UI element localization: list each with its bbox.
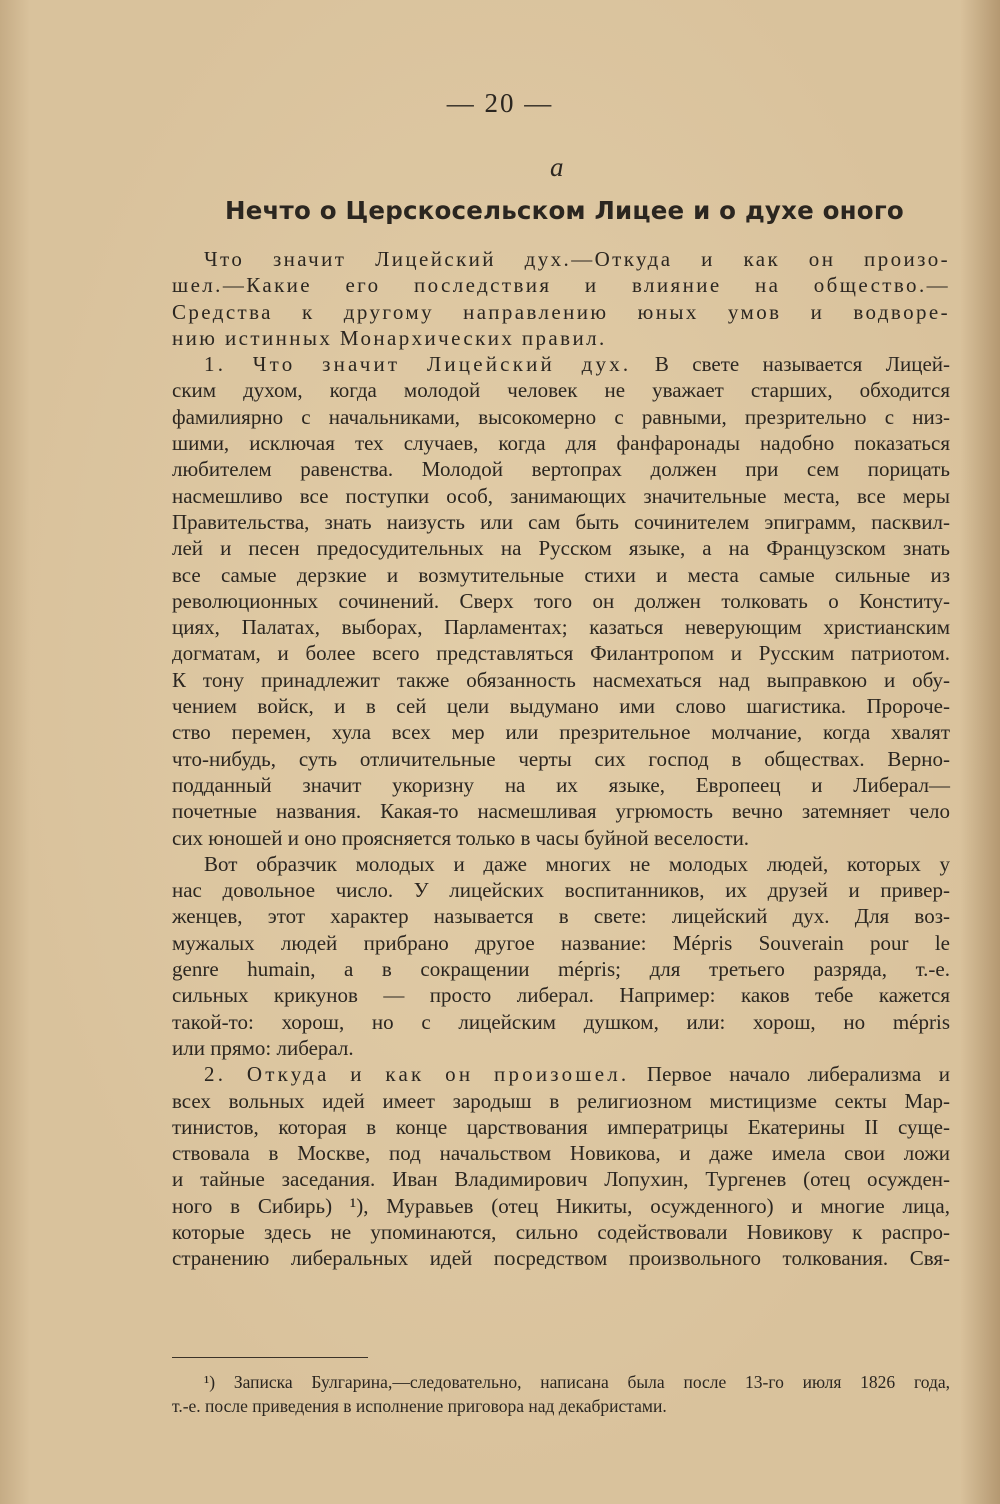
paragraph-line: Вот образчик молодых и даже многих не молодых людей, которых у (204, 851, 950, 876)
paragraph-line: женцев, этот характер называется в свете: лицейский дух. Для воз- (172, 904, 950, 929)
paragraph-2 (172, 851, 950, 1061)
paragraph-line: революционных сочинений. Сверх того он должен толковать о Конститу- (172, 588, 950, 613)
paragraph-line: и тайные заседания. Иван Владимирович Лопухин, Тургенев (отец осужден- (172, 1167, 950, 1192)
paragraph-line: мужалых людей прибрано другое название: Mépris Souverain pour le (172, 930, 950, 955)
chapter-title: Нечто о Церскосельском Лицее и о духе оного (225, 196, 904, 225)
footnote (172, 1370, 950, 1418)
chapter-summary (172, 246, 950, 351)
summary-line: Что значит Лицейский дух.—Откуда и как он произо- (204, 247, 950, 271)
paragraph-line: циях, Палатах, выборах, Парламентах; казаться неверующим христианским (172, 615, 950, 640)
paragraph-line: догматам, и более всего представляться Филантропом и Русским патриотом. (172, 641, 950, 666)
paragraph-3 (172, 1061, 950, 1271)
paragraph-line (172, 1061, 950, 1087)
paragraph-line: всех вольных идей имеет зародыш в религиозном мистицизме секты Мар- (172, 1088, 950, 1113)
paragraph-line: сильных крикунов — просто либерал. Например: каков тебе кажется (172, 983, 950, 1008)
section-letter: a (550, 152, 564, 182)
paragraph-text: Первое начало либерализма и (629, 1062, 950, 1087)
paragraph-line: все самые дерзкие и возмутительные стихи и места самые сильные из (172, 562, 950, 587)
section-heading: 1. Что значит Лицейский дух. (204, 352, 632, 377)
summary-line: Средства к другому направлению юных умов и водворе- (172, 299, 950, 324)
paragraph-line: нас довольное число. У лицейских воспитанников, их друзей и привер- (172, 878, 950, 903)
paragraph-line: любителем равенства. Молодой вертопрах должен при сем порицать (172, 457, 950, 482)
paragraph-line: чением войск, и в сей цели выдумано ими слово шагистика. Пророче- (172, 694, 950, 719)
paragraph-line: genre humain, а в сокращении mépris; для третьего разряда, т.-е. (172, 957, 950, 982)
paragraph-1 (172, 351, 950, 851)
section-heading: 2. Откуда и как он произошел. (204, 1062, 630, 1087)
paragraph-line: шими, исключая тех случаев, когда для фанфаронады надобно показаться (172, 431, 950, 456)
paragraph-line: фамилиярно с начальниками, высокомерно с равными, презрительно с низ- (172, 404, 950, 429)
paragraph-line: насмешливо все поступки особ, занимающих значительные места, все меры (172, 483, 950, 508)
footnote-line: т.-е. после приведения в исполнение приговора над декабристами. (172, 1396, 667, 1416)
paragraph-line: ного в Сибирь) ¹), Муравьев (отец Никиты, осужденного) и многие лица, (172, 1193, 950, 1218)
paragraph-line: К тону принадлежит также обязанность насмехаться над выправкою и обу- (172, 667, 950, 692)
paragraph-text: В свете называется Лицей- (631, 352, 951, 377)
summary-line: нию истинных Монархических правил. (172, 325, 607, 350)
paragraph-line: что-нибудь, суть отличительные черты сих господ в обществах. Верно- (172, 746, 950, 771)
paragraph-line: ствовала в Москве, под начальством Новикова, и даже имела свои ложи (172, 1141, 950, 1166)
page-number: — 20 — (446, 88, 554, 118)
body-text (172, 246, 950, 1272)
paragraph-line: такой-то: хорош, но с лицейским душком, или: хорош, но mépris (172, 1009, 950, 1034)
footnote-line: ¹) Записка Булгарина,—следовательно, написана была после 13-го июля 1826 года, (204, 1372, 950, 1392)
paragraph-line: которые здесь не упоминаются, сильно содействовали Новикову к распро- (172, 1219, 950, 1244)
paragraph-line: странению либеральных идей посредством произвольного толкования. Свя- (172, 1246, 950, 1271)
paragraph-line: тинистов, которая в конце царствования императрицы Екатерины II суще- (172, 1114, 950, 1139)
paragraph-line: почетные названия. Какая-то насмешливая угрюмость вечно затемняет чело (172, 799, 950, 824)
paragraph-line: ским духом, когда молодой человек не уважает старших, обходится (172, 378, 950, 403)
paragraph-line: лей и песен предосудительных на Русском языке, а на Французском знать (172, 536, 950, 561)
paragraph-line: ство перемен, хула всех мер или презрительное молчание, когда хвалят (172, 720, 950, 745)
paragraph-line: или прямо: либерал. (172, 1035, 354, 1060)
footnote-divider (172, 1357, 368, 1358)
paragraph-line (172, 351, 950, 377)
paragraph-line: сих юношей и оно проясняется только в часы буйной веселости. (172, 825, 750, 850)
paragraph-line: подданный значит укоризну на их языке, Европеец и Либерал— (172, 772, 950, 797)
summary-line: шел.—Какие его последствия и влияние на общество.— (172, 273, 950, 298)
paragraph-line: Правительства, знать наизусть или сам быть сочинителем эпиграмм, пасквил- (172, 509, 950, 534)
